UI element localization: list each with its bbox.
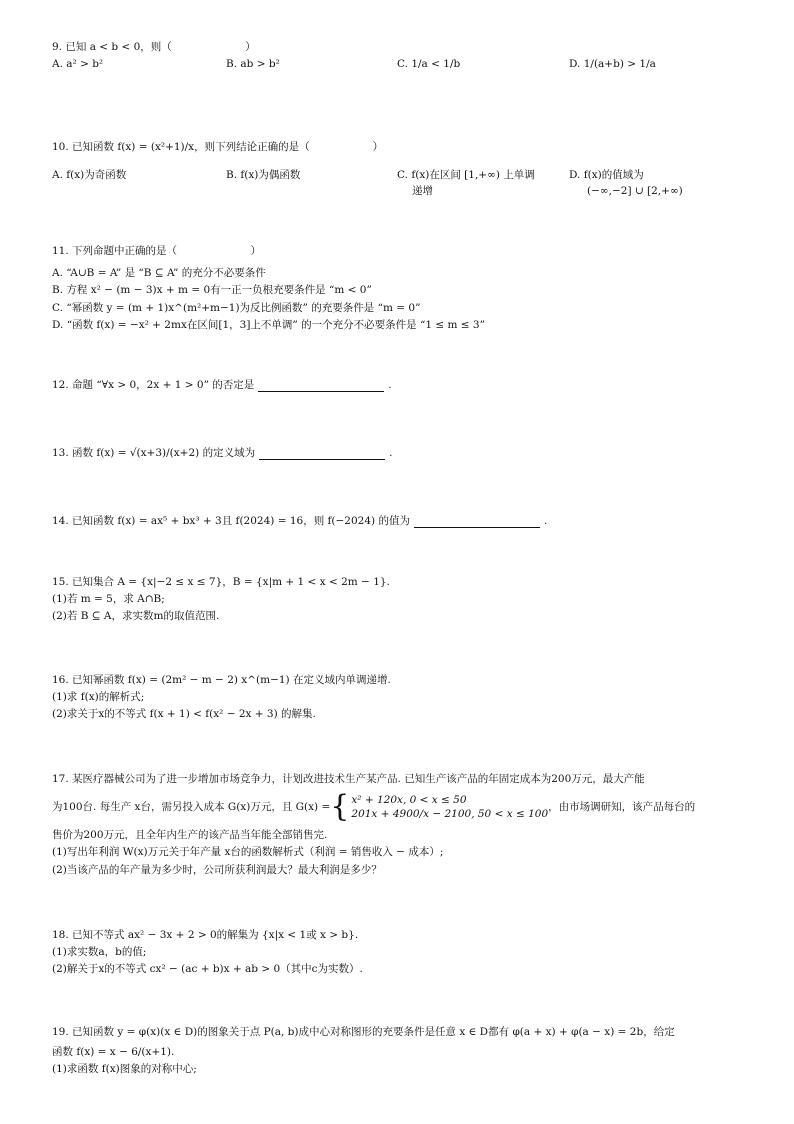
q18-part-1: (1)求实数a，b的值; bbox=[52, 946, 147, 959]
brace-icon: { bbox=[330, 789, 350, 825]
question-11-stem: 11. 下列命题中正确的是（ ） bbox=[52, 245, 262, 257]
q11-option-c: C. “幂函数 y = (m + 1)x^(m²+m−1)为反比例函数” 的充要条件是 “m = 0” bbox=[52, 301, 421, 314]
q16-part-2: (2)求关于x的不等式 f(x + 1) < f(x² − 2x + 3) 的解集. bbox=[52, 708, 316, 721]
piecewise-case-1: x² + 120x, 0 < x ≤ 50 bbox=[351, 794, 467, 806]
q18-part-2: (2)解关于x的不等式 cx² − (ac + b)x + ab > 0（其中c为实数）. bbox=[52, 963, 363, 976]
question-17 bbox=[52, 772, 754, 877]
question-14-stem: 14. 已知函数 f(x) = ax⁵ + bx³ + 3且 f(2024) = 16，则 f(−2024) 的值为 bbox=[52, 515, 410, 527]
question-9 bbox=[52, 40, 754, 82]
question-17-stem: 17. 某医疗器械公司为了进一步增加市场竞争力，计划改进技术生产某产品. 已知生产该产品的年固定成本为200万元，最大产能 bbox=[52, 773, 645, 785]
q14-period: . bbox=[543, 515, 548, 527]
question-13 bbox=[52, 446, 754, 460]
q11-option-b: B. 方程 x² − (m − 3)x + m = 0有一正一负根充要条件是 “m < 0” bbox=[52, 284, 372, 297]
q10-option-d-cont: (−∞,−2] ∪ [2,+∞) bbox=[587, 185, 683, 198]
q17-part-1: (1)写出年利润 W(x)万元关于年产量 x台的函数解析式（利润 = 销售收入 − 成本）; bbox=[52, 846, 444, 859]
question-18-stem: 18. 已知不等式 ax² − 3x + 2 > 0的解集为 {x|x < 1或 x > b}. bbox=[52, 929, 359, 941]
q17-part-2: (2)当该产品的年产量为多少时，公司所获利润最大？最大利润是多少？ bbox=[52, 863, 382, 876]
q17-line2-pre: 为100台. 每生产 x台，需另投入成本 G(x)万元，且 G(x) = bbox=[52, 801, 331, 814]
q11-option-a: A. “A∪B = A” 是 “B ⊆ A” 的充分不必要条件 bbox=[52, 267, 266, 280]
question-12-stem: 12. 命题 “∀x > 0，2x + 1 > 0” 的否定是 bbox=[52, 379, 255, 391]
q10-option-d: D. f(x)的值域为 bbox=[569, 169, 644, 182]
q19-line2: 函数 f(x) = x − 6/(x+1). bbox=[52, 1046, 175, 1059]
answer-blank[interactable] bbox=[258, 379, 384, 392]
q17-line2-post: ，由市场调研知，该产品每台的 bbox=[548, 801, 696, 814]
q11-option-d: D. “函数 f(x) = −x² + 2mx在区间[1，3]上不单调” 的一个充分不必要条件是 “1 ≤ m ≤ 3” bbox=[52, 318, 485, 331]
question-19 bbox=[52, 1025, 754, 1077]
q9-option-a: A. a² > b² bbox=[52, 58, 104, 71]
q10-option-b: B. f(x)为偶函数 bbox=[226, 169, 301, 182]
question-14 bbox=[52, 514, 754, 528]
question-13-stem: 13. 函数 f(x) = √(x+3)/(x+2) 的定义域为 bbox=[52, 447, 256, 459]
q13-period: . bbox=[389, 447, 393, 459]
question-9-stem: 9. 已知 a < b < 0，则（ ） bbox=[52, 41, 256, 53]
q9-option-c: C. 1/a < 1/b bbox=[397, 58, 461, 71]
answer-blank[interactable] bbox=[414, 515, 540, 528]
answer-blank[interactable] bbox=[259, 447, 385, 460]
q9-option-b: B. ab > b² bbox=[226, 58, 280, 71]
q12-period: . bbox=[388, 379, 392, 391]
question-15-stem: 15. 已知集合 A = {x|−2 ≤ x ≤ 7}，B = {x|m + 1 < x < 2m − 1}. bbox=[52, 576, 390, 588]
q10-option-c-cont: 递增 bbox=[412, 185, 433, 198]
q9-option-d: D. 1/(a+b) > 1/a bbox=[569, 58, 656, 71]
q15-part-1: (1)若 m = 5，求 A∩B; bbox=[52, 593, 165, 606]
q17-line3: 售价为200万元，且全年内生产的该产品当年能全部销售完. bbox=[52, 829, 328, 842]
question-11 bbox=[52, 244, 754, 332]
question-10-stem: 10. 已知函数 f(x) = (x²+1)/x，则下列结论正确的是（ ） bbox=[52, 141, 384, 153]
piecewise-case-2: 201x + 4900/x − 2100, 50 < x ≤ 100 bbox=[351, 808, 549, 821]
q16-part-1: (1)求 f(x)的解析式; bbox=[52, 691, 145, 704]
question-18 bbox=[52, 928, 754, 977]
q15-part-2: (2)若 B ⊆ A，求实数m的取值范围. bbox=[52, 610, 220, 623]
question-16 bbox=[52, 673, 754, 722]
question-12 bbox=[52, 378, 754, 392]
question-19-stem: 19. 已知函数 y = φ(x)(x ∈ D)的图象关于点 P(a, b)成中心对称图形的充要条件是任意 x ∈ D都有 φ(a + x) + φ(a − x) = 2b，给定 bbox=[52, 1026, 675, 1038]
q10-option-c: C. f(x)在区间 [1,+∞) 上单调 bbox=[397, 169, 535, 182]
piecewise-function bbox=[330, 789, 549, 825]
q19-part-1: (1)求函数 f(x)图象的对称中心; bbox=[52, 1063, 197, 1076]
question-15 bbox=[52, 575, 754, 624]
q10-option-a: A. f(x)为奇函数 bbox=[52, 169, 127, 182]
question-10 bbox=[52, 140, 754, 208]
question-16-stem: 16. 已知幂函数 f(x) = (2m² − m − 2) x^(m−1) 在定义域内单调递增. bbox=[52, 674, 391, 686]
